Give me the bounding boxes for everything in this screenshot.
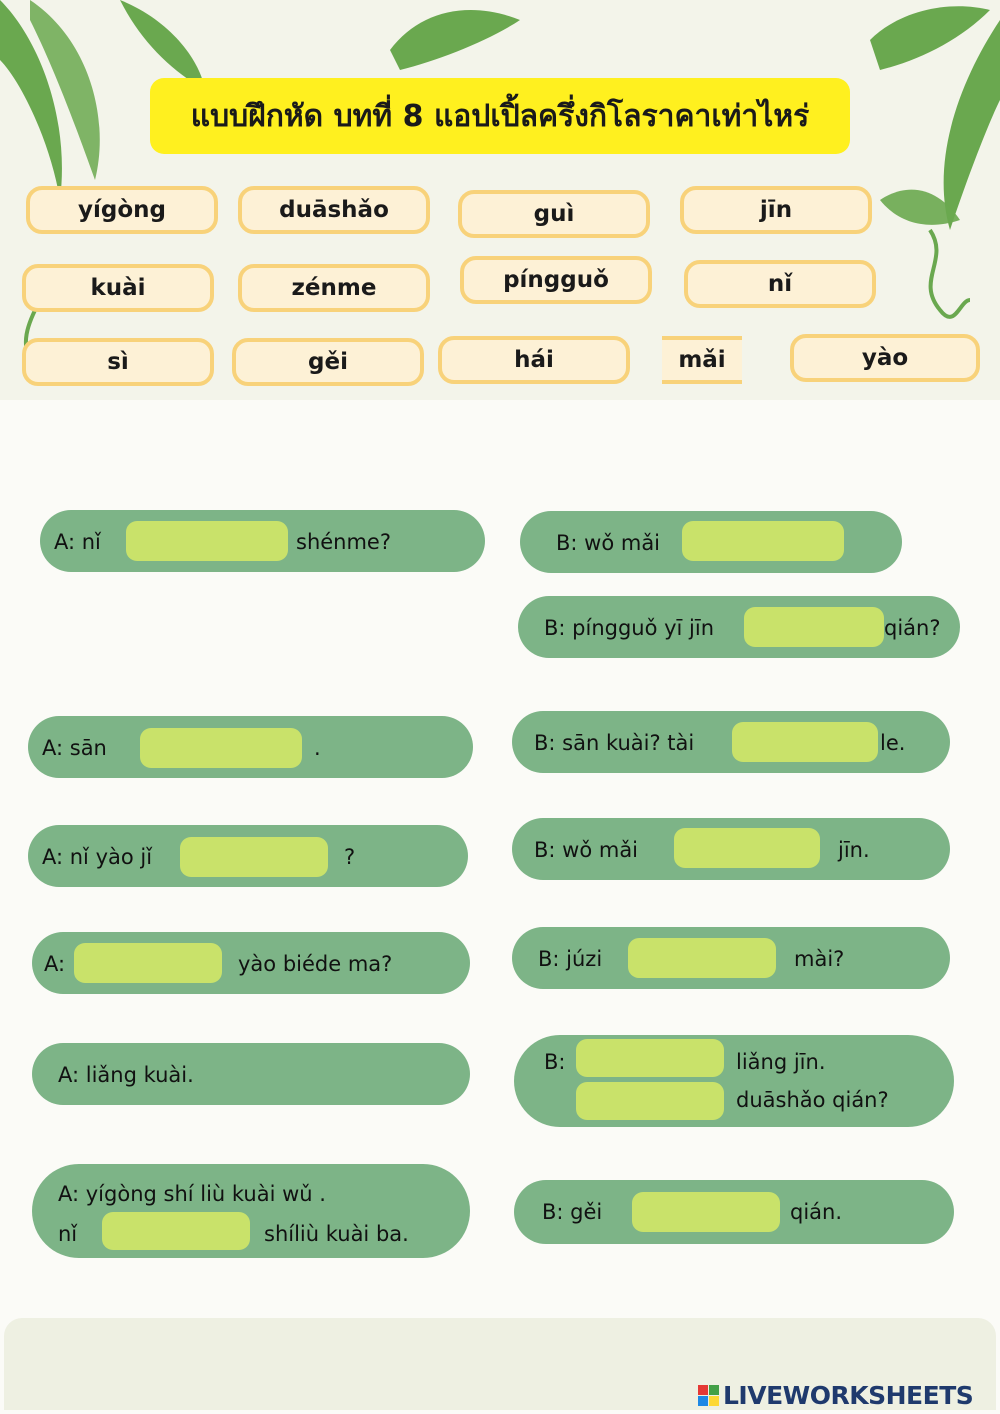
- liveworksheets-logo[interactable]: [698, 1378, 973, 1412]
- vine-icon: [930, 230, 970, 317]
- word-chip[interactable]: [790, 334, 980, 382]
- answer-blank[interactable]: [628, 938, 776, 978]
- answer-blank[interactable]: [674, 828, 820, 868]
- line-prefix: B: gěi: [542, 1200, 603, 1224]
- leaf-icon: [390, 10, 520, 70]
- word-chip-label: zénme: [291, 275, 377, 301]
- line-suffix: qián.: [790, 1200, 843, 1224]
- dialogue-line-b7: [514, 1180, 954, 1244]
- brand-name: LIVEWORKSHEETS: [723, 1380, 974, 1410]
- dialogue-line-a1: [40, 510, 485, 572]
- word-chip-label: kuài: [90, 275, 146, 301]
- dialogue-line-a6: [32, 1164, 470, 1258]
- answer-blank[interactable]: [576, 1082, 724, 1120]
- word-chip-label: guì: [533, 201, 575, 227]
- word-chip-label: gěi: [308, 349, 348, 375]
- line-suffix: liǎng jīn.: [736, 1050, 826, 1074]
- line-prefix: A: nǐ yào jǐ: [42, 845, 153, 869]
- line-prefix: nǐ: [58, 1222, 78, 1246]
- line-prefix: B: júzi: [538, 947, 603, 971]
- answer-blank[interactable]: [102, 1212, 250, 1250]
- word-chip-label: nǐ: [767, 271, 793, 297]
- dialogue-line-b3: [512, 711, 950, 773]
- word-chip[interactable]: [22, 264, 214, 312]
- answer-blank[interactable]: [140, 728, 302, 768]
- line-prefix: A:: [44, 952, 66, 976]
- word-chip-label: jīn: [759, 197, 793, 223]
- answer-blank[interactable]: [74, 943, 222, 983]
- line-prefix: B:: [544, 1050, 566, 1074]
- word-chip-label: hái: [514, 347, 554, 373]
- line-text: A: yígòng shí liù kuài wǔ .: [58, 1182, 326, 1206]
- answer-blank[interactable]: [632, 1192, 780, 1232]
- line-prefix: A: sān: [42, 736, 107, 760]
- line-suffix: le.: [880, 731, 906, 755]
- word-chip-label: yígòng: [78, 197, 166, 223]
- dialogue-line-a3: [28, 825, 468, 887]
- line-suffix: mài?: [794, 947, 845, 971]
- line-suffix: yào biéde ma?: [238, 952, 393, 976]
- word-chip[interactable]: [232, 338, 424, 386]
- line-prefix: A: nǐ: [54, 530, 101, 554]
- line-prefix: B: wǒ mǎi: [556, 531, 661, 555]
- title-banner: [150, 78, 850, 154]
- word-chip-label: píngguǒ: [503, 267, 609, 293]
- word-chip[interactable]: [26, 186, 218, 234]
- line-suffix: .: [314, 736, 321, 760]
- dialogue-line-a4: [32, 932, 470, 994]
- answer-blank[interactable]: [576, 1039, 724, 1077]
- line-text: A: liǎng kuài.: [58, 1063, 194, 1087]
- line-suffix: duāshǎo qián?: [736, 1088, 889, 1112]
- word-chip[interactable]: [238, 186, 430, 234]
- answer-blank[interactable]: [744, 607, 884, 647]
- dialogue-line-b6: [514, 1035, 954, 1127]
- logo-icon: [698, 1385, 719, 1406]
- dialogue-line-a5: [32, 1043, 470, 1105]
- dialogue-line-b5: [512, 927, 950, 989]
- leaf-icon: [120, 0, 205, 90]
- dialogue-line-a2: [28, 716, 473, 778]
- word-chip[interactable]: [238, 264, 430, 312]
- dialogue-line-b4: [512, 818, 950, 880]
- answer-blank[interactable]: [682, 521, 844, 561]
- line-prefix: B: wǒ mǎi: [534, 838, 639, 862]
- word-chip[interactable]: [680, 186, 872, 234]
- line-prefix: B: sān kuài? tài: [534, 731, 695, 755]
- line-suffix: qián?: [884, 616, 941, 640]
- word-chip[interactable]: [438, 336, 630, 384]
- word-chip[interactable]: [684, 260, 876, 308]
- word-chip[interactable]: [22, 338, 214, 386]
- dialogue-line-b2: [518, 596, 960, 658]
- word-chip-label: sì: [107, 349, 129, 375]
- answer-blank[interactable]: [180, 837, 328, 877]
- answer-blank[interactable]: [732, 722, 878, 762]
- word-chip-label: duāshǎo: [279, 197, 389, 223]
- leaf-icon: [944, 20, 1000, 230]
- word-chip[interactable]: [662, 336, 742, 384]
- word-chip-label: yào: [861, 345, 909, 371]
- line-suffix: ?: [344, 845, 356, 869]
- line-suffix: jīn.: [838, 838, 870, 862]
- line-suffix: shíliù kuài ba.: [264, 1222, 409, 1246]
- word-chip[interactable]: [458, 190, 650, 238]
- line-suffix: shénme?: [296, 530, 392, 554]
- page-title: แบบฝึกหัด บทที่ 8 แอปเปิ้ลครึ่งกิโลราคาเท่าไหร่: [190, 98, 810, 134]
- word-chip-label: mǎi: [678, 347, 726, 373]
- word-chip[interactable]: [460, 256, 652, 304]
- answer-blank[interactable]: [126, 521, 288, 561]
- leaf-icon: [870, 6, 990, 70]
- line-prefix: B: píngguǒ yī jīn: [544, 616, 715, 640]
- dialogue-line-b1: [520, 511, 902, 573]
